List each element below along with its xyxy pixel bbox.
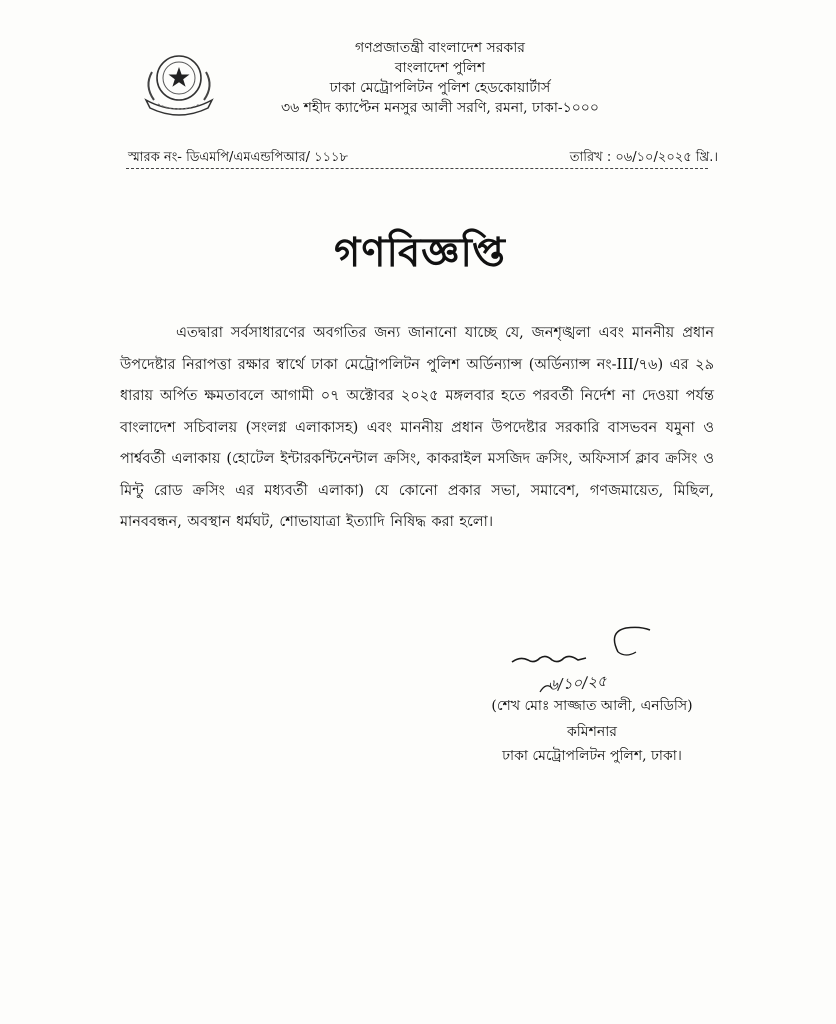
police-emblem-icon bbox=[138, 42, 220, 120]
signatory-name: (শেখ মোঃ সাজ্জাত আলী, এনডিসি) bbox=[491, 698, 693, 714]
header-divider bbox=[126, 168, 708, 169]
header-address: ৩৬ শহীদ ক্যাপ্টেন মনসুর আলী সরণি, রমনা, ঢাকা-১০০০ bbox=[280, 100, 600, 116]
header-police: বাংলাদেশ পুলিশ bbox=[394, 60, 486, 76]
letterhead bbox=[230, 38, 650, 118]
memo-date: তারিখ : ০৬/১০/২০২৫ খ্রি.। bbox=[569, 150, 718, 165]
signature-date: ৬/১০/২৫ bbox=[547, 671, 608, 695]
signatory-designation: কমিশনার bbox=[567, 724, 617, 740]
notice-body: এতদ্বারা সর্বসাধারণের অবগতির জন্য জানানো যাচ্ছে যে, জনশৃঙ্খলা এবং মাননীয় প্রধান উপদেষ্টার নিরাপত্তা রক্ষার স্বার্থে ঢাকা মেট্রোপলিটন পুলিশ অর্ডিন্যান্স (অর্ডিন্যান্স নং-III/৭৬) এর ২৯ ধারায় অর্পিত ক্ষমতাবলে আগামী ০৭ অক্টোবর ২০২৫ মঙ্গলবার হতে পরবর্তী নির্দেশ না দেওয়া পর্যন্ত বাংলাদেশ সচিবালয় (সংলগ্ন এলাকাসহ) এবং মাননীয় প্রধান উপদেষ্টার সরকারি বাসভবন যমুনা ও পার্শ্ববর্তী এলাকায় (হোটেল ইন্টারকন্টিনেন্টাল ক্রসিং, কাকরাইল মসজিদ ক্রসিং, অফিসার্স ক্লাব ক্রসিং ও মিন্টু রোড ক্রসিং এর মধ্যবর্তী এলাকা) যে কোনো প্রকার সভা, সমাবেশ, গণজমায়েত, মিছিল, মানববন্ধন, অবস্থান ধর্মঘট, শোভাযাত্রা ইত্যাদি নিষিদ্ধ করা হলো। bbox=[120, 325, 714, 530]
memo-reference: স্মারক নং- ডিএমপি/এমএন্ডপিআর/ ১১১৮ bbox=[128, 150, 348, 165]
header-government: গণপ্রজাতন্ত্রী বাংলাদেশ সরকার bbox=[355, 40, 525, 56]
notice-title: গণবিজ্ঞপ্তি bbox=[334, 230, 506, 276]
header-dmp-hq: ঢাকা মেট্রোপলিটন পুলিশ হেডকোয়ার্টার্স bbox=[329, 80, 551, 96]
signatory-office: ঢাকা মেট্রোপলিটন পুলিশ, ঢাকা। bbox=[502, 748, 682, 764]
